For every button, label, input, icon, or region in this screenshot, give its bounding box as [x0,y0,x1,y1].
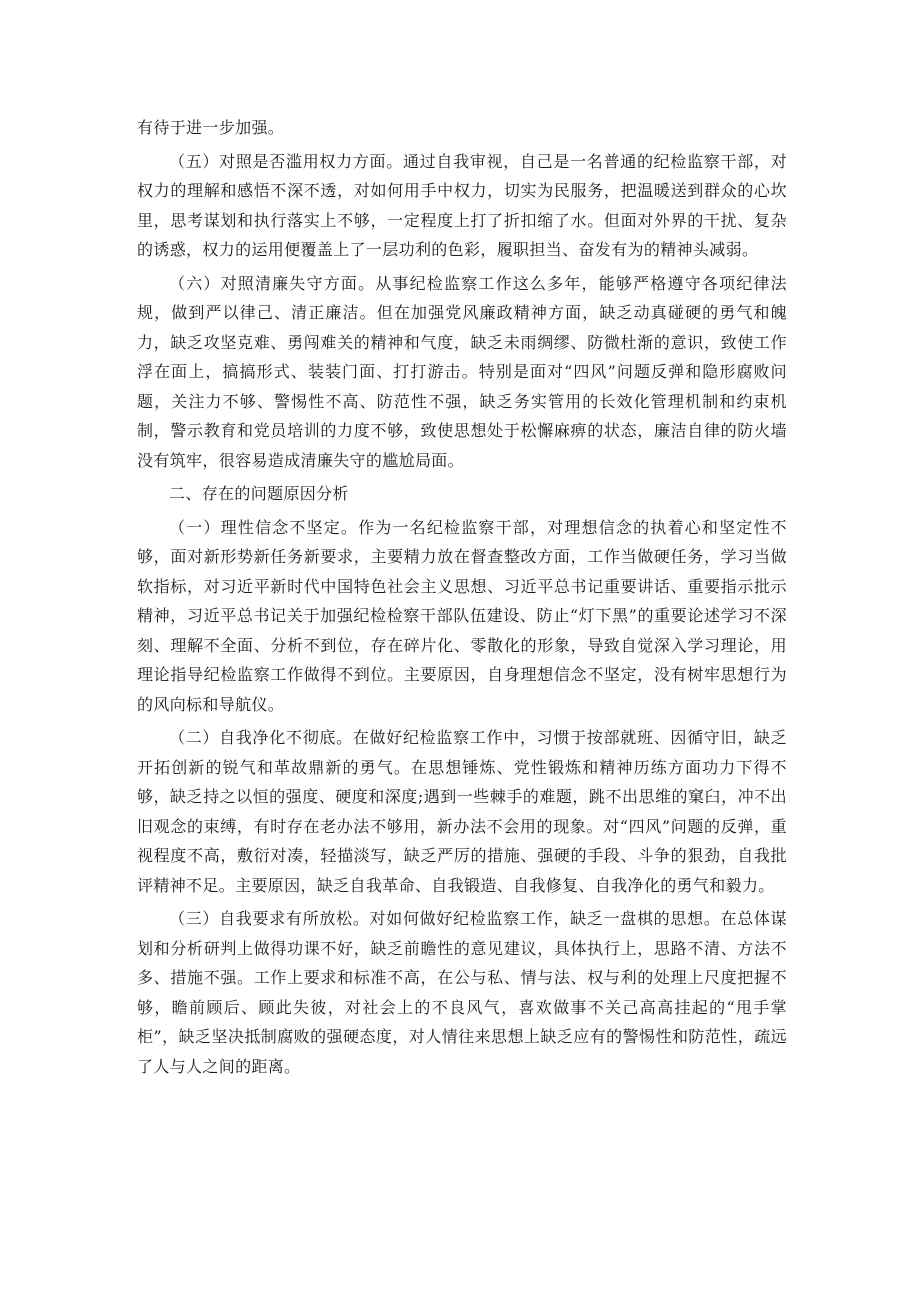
paragraph-cause-three: （三）自我要求有所放松。对如何做好纪检监察工作，缺乏一盘棋的思想。在总体谋划和分析研判上做得功课不好，缺乏前瞻性的意见建议，具体执行上，思路不清、方法不多、措施不强。工作上要求和标准不高，在公与私、情与法、权与利的处理上尺度把握不够，瞻前顾后、顾此失彼，对社会上的不良风气，喜欢做事不关己高高挂起的“甩手掌柜”，缺乏坚决抵制腐败的强硬态度，对人情往来思想上缺乏应有的警惕性和防范性，疏远了人与人之间的距离。 [137,909,787,1076]
section-heading-cause-analysis: 二、存在的问题原因分析 [169,484,349,503]
paragraph-continuation: 有待于进一步加强。 [137,118,285,137]
paragraph-cause-two: （二）自我净化不彻底。在做好纪检监察工作中，习惯于按部就班、因循守旧，缺乏开拓创新的锐气和革故鼎新的勇气。在思想锤炼、党性锻炼和精神历练方面功力下得不够，缺乏持之以恒的强度、硬度和深度;遇到一些棘手的难题，跳不出思维的窠臼，冲不出旧观念的束缚，有时存在老办法不够用，新办法不会用的现象。对“四风”问题的反弹，重视程度不高，敷衍对凑，轻描淡写，缺乏严厉的措施、强硬的手段、斗争的狠劲，自我批评精神不足。主要原因，缺乏自我革命、自我锻造、自我修复、自我净化的勇气和毅力。 [137,728,787,895]
paragraph-section-six: （六）对照清廉失守方面。从事纪检监察工作这么多年，能够严格遵守各项纪律法规，做到严以律己、清正廉洁。但在加强党风廉政精神方面，缺乏动真碰硬的勇气和魄力，缺乏攻坚克难、勇闯难关的精神和气度，缺乏未雨绸缪、防微杜渐的意识，致使工作浮在面上，搞搞形式、装装门面、打打游击。特别是面对“四风”问题反弹和隐形腐败问题，关注力不够、警惕性不高、防范性不强，缺乏务实管用的长效化管理机制和约束机制，警示教育和党员培训的力度不够，致使思想处于松懈麻痹的状态，廉洁自律的防火墙没有筑牢，很容易造成清廉失守的尴尬局面。 [137,273,787,470]
paragraph-cause-one: （一）理性信念不坚定。作为一名纪检监察干部，对理想信念的执着心和坚定性不够，面对新形势新任务新要求，主要精力放在督查整改方面，工作当做硬任务，学习当做软指标，对习近平新时代中国特色社会主义思想、习近平总书记重要讲话、重要指示批示精神，习近平总书记关于加强纪检检察干部队伍建设、防止“灯下黑”的重要论述学习不深刻、理解不全面、分析不到位，存在碎片化、零散化的形象，导致自觉深入学习理论，用理论指导纪检监察工作做得不到位。主要原因，自身理想信念不坚定，没有树牢思想行为的风向标和导航仪。 [137,517,787,714]
paragraph-section-five: （五）对照是否滥用权力方面。通过自我审视，自己是一名普通的纪检监察干部，对权力的理解和感悟不深不透，对如何用手中权力，切实为民服务，把温暖送到群众的心坎里，思考谋划和执行落实上不够，一定程度上打了折扣缩了水。但面对外界的干扰、复杂的诱惑，权力的运用便覆盖上了一层功利的色彩，履职担当、奋发有为的精神头减弱。 [137,151,787,259]
document-body [137,113,787,1081]
